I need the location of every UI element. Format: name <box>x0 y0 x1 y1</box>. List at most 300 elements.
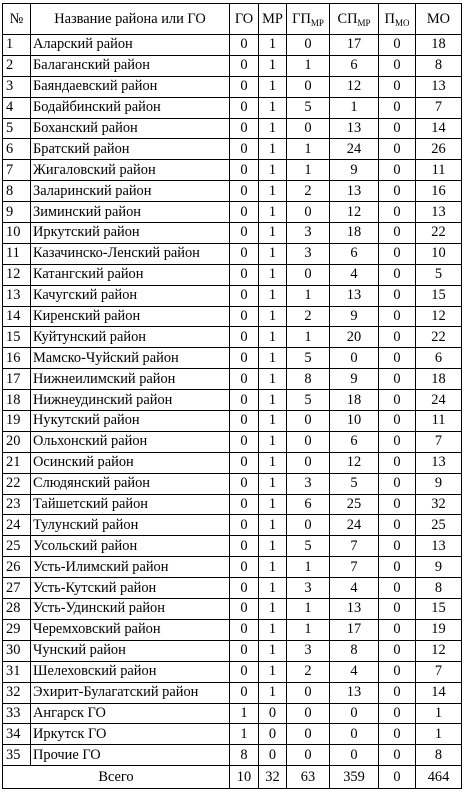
header-gp-mr: $ГП_{МР}$ <box>287 4 330 35</box>
table-row <box>3 202 462 223</box>
cell-go: 0 <box>230 55 259 76</box>
row-number: 20 <box>3 431 31 452</box>
row-number: 24 <box>3 515 31 536</box>
header-row <box>3 4 462 35</box>
table-row <box>3 369 462 390</box>
row-name: Осинский район <box>31 452 230 473</box>
cell-sp: 6 <box>330 431 379 452</box>
cell-p: 0 <box>379 619 416 640</box>
cell-mo: 7 <box>416 97 462 118</box>
row-name: Ольхонский район <box>31 431 230 452</box>
cell-gp: 5 <box>287 97 330 118</box>
table-row <box>3 661 462 682</box>
row-number: 15 <box>3 327 31 348</box>
table-row <box>3 724 462 745</box>
cell-p: 0 <box>379 515 416 536</box>
cell-p: 0 <box>379 202 416 223</box>
row-number: 3 <box>3 76 31 97</box>
cell-go: 0 <box>230 536 259 557</box>
cell-mo: 24 <box>416 390 462 411</box>
cell-gp: 0 <box>287 515 330 536</box>
cell-mr: 1 <box>259 285 287 306</box>
cell-mr: 1 <box>259 243 287 264</box>
cell-mo: 9 <box>416 473 462 494</box>
cell-p: 0 <box>379 473 416 494</box>
cell-mo: 13 <box>416 452 462 473</box>
cell-p: 0 <box>379 452 416 473</box>
row-number: 17 <box>3 369 31 390</box>
cell-mr: 1 <box>259 578 287 599</box>
cell-mr: 0 <box>259 703 287 724</box>
cell-gp: 0 <box>287 118 330 139</box>
cell-mo: 1 <box>416 703 462 724</box>
row-name: Иркутский район <box>31 223 230 244</box>
cell-sp: 13 <box>330 181 379 202</box>
row-name: Усть-Илимский район <box>31 557 230 578</box>
cell-mo: 14 <box>416 118 462 139</box>
cell-mr: 1 <box>259 431 287 452</box>
cell-mr: 1 <box>259 369 287 390</box>
cell-sp: 7 <box>330 557 379 578</box>
row-name: Куйтунский район <box>31 327 230 348</box>
table-row <box>3 97 462 118</box>
cell-go: 0 <box>230 223 259 244</box>
cell-mo: 7 <box>416 661 462 682</box>
cell-mo: 22 <box>416 223 462 244</box>
cell-mr: 1 <box>259 515 287 536</box>
row-number: 8 <box>3 181 31 202</box>
cell-sp: 13 <box>330 599 379 620</box>
table-row <box>3 452 462 473</box>
cell-sp: 13 <box>330 285 379 306</box>
cell-sp: 10 <box>330 411 379 432</box>
cell-mr: 1 <box>259 473 287 494</box>
cell-mr: 1 <box>259 494 287 515</box>
cell-mo: 22 <box>416 327 462 348</box>
table-row <box>3 494 462 515</box>
cell-mo: 19 <box>416 619 462 640</box>
row-number: 30 <box>3 640 31 661</box>
total-label: Всего <box>3 766 230 789</box>
cell-go: 0 <box>230 515 259 536</box>
cell-mo: 14 <box>416 682 462 703</box>
cell-gp: 2 <box>287 181 330 202</box>
cell-sp: 0 <box>330 703 379 724</box>
table-row <box>3 243 462 264</box>
header-sp-mr: $СП_{МР}$ <box>330 4 379 35</box>
cell-mo: 15 <box>416 599 462 620</box>
cell-gp: 0 <box>287 682 330 703</box>
cell-p: 0 <box>379 724 416 745</box>
cell-gp: 3 <box>287 640 330 661</box>
cell-sp: 1 <box>330 97 379 118</box>
cell-sp: 0 <box>330 348 379 369</box>
row-number: 22 <box>3 473 31 494</box>
cell-p: 0 <box>379 348 416 369</box>
row-name: Катангский район <box>31 264 230 285</box>
cell-p: 0 <box>379 160 416 181</box>
cell-mr: 1 <box>259 223 287 244</box>
table-row <box>3 536 462 557</box>
cell-p: 0 <box>379 97 416 118</box>
row-name: Тулунский район <box>31 515 230 536</box>
cell-gp: 5 <box>287 390 330 411</box>
cell-go: 0 <box>230 306 259 327</box>
cell-mo: 5 <box>416 264 462 285</box>
row-name: Нижнеилимский район <box>31 369 230 390</box>
total-mo: 464 <box>416 766 462 789</box>
cell-p: 0 <box>379 369 416 390</box>
row-name: Качугский район <box>31 285 230 306</box>
header-mr: МР <box>259 4 287 35</box>
table-row <box>3 682 462 703</box>
table-row <box>3 181 462 202</box>
cell-gp: 0 <box>287 202 330 223</box>
row-name: Черемховский район <box>31 619 230 640</box>
cell-gp: 0 <box>287 745 330 766</box>
table-row <box>3 473 462 494</box>
cell-mr: 1 <box>259 682 287 703</box>
cell-sp: 24 <box>330 139 379 160</box>
cell-sp: 13 <box>330 682 379 703</box>
cell-mr: 0 <box>259 745 287 766</box>
cell-mr: 1 <box>259 390 287 411</box>
row-name: Нижнеудинский район <box>31 390 230 411</box>
cell-gp: 0 <box>287 431 330 452</box>
row-name: Шелеховский район <box>31 661 230 682</box>
cell-p: 0 <box>379 285 416 306</box>
cell-go: 0 <box>230 452 259 473</box>
cell-sp: 9 <box>330 160 379 181</box>
row-number: 6 <box>3 139 31 160</box>
table-row <box>3 557 462 578</box>
cell-go: 0 <box>230 97 259 118</box>
cell-sp: 0 <box>330 724 379 745</box>
cell-mo: 18 <box>416 35 462 56</box>
cell-sp: 7 <box>330 536 379 557</box>
row-name: Усть-Кутский район <box>31 578 230 599</box>
row-number: 10 <box>3 223 31 244</box>
cell-go: 0 <box>230 181 259 202</box>
cell-gp: 1 <box>287 285 330 306</box>
row-number: 32 <box>3 682 31 703</box>
total-go: 10 <box>230 766 259 789</box>
cell-p: 0 <box>379 55 416 76</box>
cell-sp: 24 <box>330 515 379 536</box>
cell-sp: 5 <box>330 473 379 494</box>
row-name: Заларинский район <box>31 181 230 202</box>
cell-sp: 18 <box>330 223 379 244</box>
table-row <box>3 35 462 56</box>
cell-sp: 12 <box>330 76 379 97</box>
row-number: 14 <box>3 306 31 327</box>
cell-gp: 1 <box>287 599 330 620</box>
cell-gp: 8 <box>287 369 330 390</box>
row-number: 11 <box>3 243 31 264</box>
cell-mr: 1 <box>259 264 287 285</box>
header-num: № <box>3 4 31 35</box>
table-row <box>3 619 462 640</box>
table-body <box>3 35 462 766</box>
cell-gp: 1 <box>287 619 330 640</box>
row-number: 26 <box>3 557 31 578</box>
row-name: Ангарск ГО <box>31 703 230 724</box>
cell-mo: 13 <box>416 202 462 223</box>
cell-gp: 3 <box>287 578 330 599</box>
cell-mr: 1 <box>259 202 287 223</box>
cell-go: 0 <box>230 285 259 306</box>
cell-go: 0 <box>230 118 259 139</box>
cell-mo: 9 <box>416 557 462 578</box>
cell-gp: 1 <box>287 139 330 160</box>
header-go: ГО <box>230 4 259 35</box>
cell-p: 0 <box>379 306 416 327</box>
row-number: 35 <box>3 745 31 766</box>
cell-go: 0 <box>230 619 259 640</box>
row-number: 4 <box>3 97 31 118</box>
cell-p: 0 <box>379 139 416 160</box>
cell-mo: 13 <box>416 536 462 557</box>
cell-go: 0 <box>230 557 259 578</box>
cell-sp: 4 <box>330 661 379 682</box>
row-number: 18 <box>3 390 31 411</box>
row-number: 34 <box>3 724 31 745</box>
row-name: Нукутский район <box>31 411 230 432</box>
cell-go: 0 <box>230 369 259 390</box>
cell-mr: 1 <box>259 118 287 139</box>
total-row <box>3 766 462 789</box>
cell-gp: 0 <box>287 703 330 724</box>
row-number: 23 <box>3 494 31 515</box>
cell-mr: 1 <box>259 35 287 56</box>
cell-gp: 3 <box>287 223 330 244</box>
cell-p: 0 <box>379 599 416 620</box>
cell-gp: 3 <box>287 243 330 264</box>
cell-gp: 1 <box>287 327 330 348</box>
cell-mo: 11 <box>416 160 462 181</box>
table-row <box>3 578 462 599</box>
table-row <box>3 703 462 724</box>
cell-go: 0 <box>230 599 259 620</box>
cell-gp: 6 <box>287 494 330 515</box>
cell-sp: 12 <box>330 202 379 223</box>
cell-gp: 2 <box>287 661 330 682</box>
cell-sp: 9 <box>330 369 379 390</box>
cell-mr: 1 <box>259 97 287 118</box>
row-name: Усть-Удинский район <box>31 599 230 620</box>
cell-go: 0 <box>230 243 259 264</box>
row-number: 25 <box>3 536 31 557</box>
row-name: Мамско-Чуйский район <box>31 348 230 369</box>
row-name: Бодайбинский район <box>31 97 230 118</box>
cell-mo: 12 <box>416 306 462 327</box>
cell-p: 0 <box>379 327 416 348</box>
row-name: Иркутск ГО <box>31 724 230 745</box>
cell-sp: 4 <box>330 578 379 599</box>
cell-p: 0 <box>379 390 416 411</box>
table-row <box>3 640 462 661</box>
cell-go: 0 <box>230 202 259 223</box>
cell-go: 1 <box>230 724 259 745</box>
table-row <box>3 223 462 244</box>
cell-p: 0 <box>379 243 416 264</box>
cell-p: 0 <box>379 118 416 139</box>
row-number: 31 <box>3 661 31 682</box>
cell-sp: 8 <box>330 640 379 661</box>
row-number: 2 <box>3 55 31 76</box>
cell-p: 0 <box>379 264 416 285</box>
table-row <box>3 285 462 306</box>
cell-mr: 0 <box>259 724 287 745</box>
cell-go: 8 <box>230 745 259 766</box>
cell-p: 0 <box>379 661 416 682</box>
cell-mr: 1 <box>259 160 287 181</box>
cell-sp: 4 <box>330 264 379 285</box>
row-name: Аларский район <box>31 35 230 56</box>
cell-mo: 10 <box>416 243 462 264</box>
cell-mo: 13 <box>416 76 462 97</box>
row-number: 12 <box>3 264 31 285</box>
header-mo: МО <box>416 4 462 35</box>
cell-p: 0 <box>379 682 416 703</box>
table-row <box>3 599 462 620</box>
cell-mr: 1 <box>259 76 287 97</box>
cell-p: 0 <box>379 703 416 724</box>
cell-sp: 17 <box>330 35 379 56</box>
table-row <box>3 160 462 181</box>
cell-gp: 0 <box>287 411 330 432</box>
cell-go: 0 <box>230 578 259 599</box>
row-name: Чунский район <box>31 640 230 661</box>
row-name: Усольский район <box>31 536 230 557</box>
cell-sp: 12 <box>330 452 379 473</box>
cell-gp: 0 <box>287 35 330 56</box>
cell-mr: 1 <box>259 55 287 76</box>
row-number: 9 <box>3 202 31 223</box>
cell-p: 0 <box>379 223 416 244</box>
table-row <box>3 390 462 411</box>
row-number: 5 <box>3 118 31 139</box>
table-row <box>3 264 462 285</box>
cell-mo: 16 <box>416 181 462 202</box>
cell-go: 0 <box>230 327 259 348</box>
total-gp: 63 <box>287 766 330 789</box>
row-name: Боханский район <box>31 118 230 139</box>
cell-gp: 1 <box>287 160 330 181</box>
cell-go: 0 <box>230 348 259 369</box>
cell-mo: 18 <box>416 369 462 390</box>
cell-sp: 0 <box>330 745 379 766</box>
cell-mo: 15 <box>416 285 462 306</box>
cell-p: 0 <box>379 431 416 452</box>
cell-mr: 1 <box>259 599 287 620</box>
cell-sp: 9 <box>330 306 379 327</box>
cell-p: 0 <box>379 35 416 56</box>
total-mr: 32 <box>259 766 287 789</box>
cell-go: 0 <box>230 160 259 181</box>
row-number: 7 <box>3 160 31 181</box>
cell-mr: 1 <box>259 181 287 202</box>
cell-gp: 5 <box>287 348 330 369</box>
cell-mo: 12 <box>416 640 462 661</box>
cell-gp: 2 <box>287 306 330 327</box>
cell-gp: 5 <box>287 536 330 557</box>
cell-mo: 26 <box>416 139 462 160</box>
cell-mr: 1 <box>259 306 287 327</box>
total-p: 0 <box>379 766 416 789</box>
cell-mo: 6 <box>416 348 462 369</box>
row-name: Зиминский район <box>31 202 230 223</box>
cell-sp: 20 <box>330 327 379 348</box>
cell-sp: 6 <box>330 55 379 76</box>
header-p-mo: $П_{МО}$ <box>379 4 416 35</box>
row-number: 16 <box>3 348 31 369</box>
cell-go: 0 <box>230 35 259 56</box>
cell-p: 0 <box>379 745 416 766</box>
table-row <box>3 431 462 452</box>
row-number: 1 <box>3 35 31 56</box>
cell-sp: 25 <box>330 494 379 515</box>
cell-mr: 1 <box>259 348 287 369</box>
cell-p: 0 <box>379 494 416 515</box>
row-name: Тайшетский район <box>31 494 230 515</box>
row-name: Баяндаевский район <box>31 76 230 97</box>
cell-mo: 25 <box>416 515 462 536</box>
cell-go: 0 <box>230 390 259 411</box>
row-number: 21 <box>3 452 31 473</box>
cell-p: 0 <box>379 578 416 599</box>
total-sp: 359 <box>330 766 379 789</box>
cell-p: 0 <box>379 76 416 97</box>
cell-mr: 1 <box>259 557 287 578</box>
cell-mo: 8 <box>416 745 462 766</box>
cell-sp: 6 <box>330 243 379 264</box>
table-row <box>3 55 462 76</box>
cell-gp: 0 <box>287 724 330 745</box>
cell-gp: 1 <box>287 55 330 76</box>
row-name: Жигаловский район <box>31 160 230 181</box>
cell-mr: 1 <box>259 536 287 557</box>
table-row <box>3 76 462 97</box>
cell-mo: 8 <box>416 55 462 76</box>
cell-go: 0 <box>230 640 259 661</box>
cell-p: 0 <box>379 536 416 557</box>
cell-mr: 1 <box>259 139 287 160</box>
cell-sp: 18 <box>330 390 379 411</box>
cell-p: 0 <box>379 181 416 202</box>
cell-mo: 11 <box>416 411 462 432</box>
row-name: Киренский район <box>31 306 230 327</box>
cell-go: 0 <box>230 661 259 682</box>
cell-sp: 17 <box>330 619 379 640</box>
row-name: Балаганский район <box>31 55 230 76</box>
row-number: 33 <box>3 703 31 724</box>
cell-gp: 0 <box>287 264 330 285</box>
cell-p: 0 <box>379 640 416 661</box>
table-row <box>3 515 462 536</box>
cell-sp: 13 <box>330 118 379 139</box>
cell-go: 0 <box>230 76 259 97</box>
cell-mr: 1 <box>259 327 287 348</box>
cell-gp: 0 <box>287 452 330 473</box>
cell-go: 0 <box>230 139 259 160</box>
cell-go: 0 <box>230 494 259 515</box>
row-name: Прочие ГО <box>31 745 230 766</box>
cell-go: 0 <box>230 473 259 494</box>
row-name: Слюдянский район <box>31 473 230 494</box>
row-name: Братский район <box>31 139 230 160</box>
cell-mo: 8 <box>416 578 462 599</box>
